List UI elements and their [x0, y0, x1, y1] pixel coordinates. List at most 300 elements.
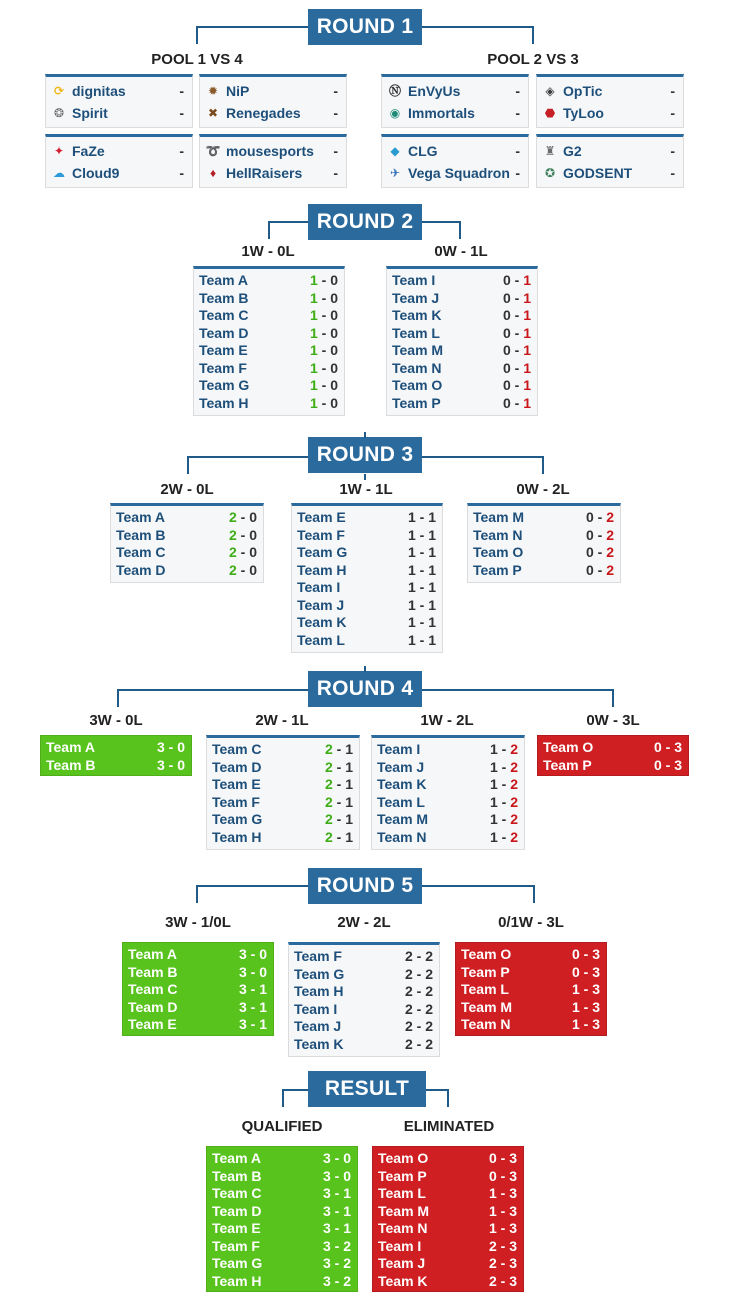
team-name: Team B	[128, 963, 178, 980]
match-score: -	[670, 165, 675, 181]
team-name: Team C	[116, 544, 166, 560]
standing-row	[194, 377, 344, 395]
losses-value: 1	[523, 359, 531, 376]
team-name: Team D	[212, 758, 262, 775]
match-team-row	[200, 80, 346, 102]
standing-row	[373, 1150, 523, 1168]
standing-row	[123, 946, 273, 964]
team-record: 0 - 3	[488, 1150, 517, 1166]
match-score: -	[179, 83, 184, 99]
round3-banner: ROUND 3	[308, 437, 422, 473]
group-label: 3W - 0L	[89, 712, 143, 729]
standing-row	[373, 1255, 523, 1273]
standing-row	[538, 757, 688, 775]
round1-bracket-drop-left	[196, 26, 198, 44]
team-name: Team I	[392, 272, 436, 288]
standing-row	[194, 342, 344, 360]
wins-value: 2	[488, 1272, 497, 1289]
wins-value: 3	[322, 1255, 331, 1271]
losses-value: 2	[425, 983, 433, 999]
team-name: Team J	[294, 1018, 342, 1034]
g2-logo-icon: ♜	[544, 144, 556, 158]
envyus-logo-icon: Ⓝ	[388, 84, 401, 98]
wins-value: 1	[571, 998, 580, 1015]
losses-value: 2	[510, 758, 518, 775]
wins-value: 3	[238, 998, 247, 1015]
team-name: Team O	[543, 739, 594, 755]
team-record: 1 - 3	[571, 1016, 600, 1032]
round3-bracket-line-left	[187, 456, 308, 458]
group-label: 0/1W - 3L	[498, 914, 564, 931]
losses-value: 3	[509, 1167, 517, 1184]
losses-value: 2	[510, 811, 518, 827]
team-name: Team P	[378, 1167, 427, 1184]
wins-value: 0	[488, 1167, 497, 1184]
wins-value: 0	[502, 289, 511, 306]
team-name: Team N	[473, 526, 523, 543]
losses-value: 3	[509, 1150, 517, 1166]
losses-value: 3	[509, 1255, 517, 1271]
wins-value: 3	[156, 756, 165, 773]
result-bracket-line-left	[282, 1089, 308, 1091]
result-box	[206, 1146, 358, 1292]
team-name: Team F	[297, 526, 345, 543]
round4-bracket-line-right	[422, 689, 614, 691]
match-team-row	[537, 140, 683, 162]
wins-value: 0	[502, 359, 511, 376]
match-team-row	[200, 140, 346, 162]
wins-value: 1	[309, 324, 318, 341]
team-name: Team I	[297, 579, 341, 595]
group-label: 1W - 2L	[420, 712, 474, 729]
standing-row	[468, 562, 620, 580]
standing-row	[289, 1001, 439, 1019]
team-record: 3 - 1	[238, 981, 267, 997]
team-record: 2 - 2	[404, 1000, 433, 1017]
team-record: 2 - 2	[404, 983, 433, 999]
losses-value: 0	[330, 377, 338, 393]
standing-row	[292, 509, 442, 527]
standing-row	[292, 597, 442, 615]
team-name: Team B	[212, 1167, 262, 1184]
team-record: 1 - 2	[489, 776, 518, 792]
result-bracket-drop-right	[447, 1089, 449, 1107]
round1-banner: ROUND 1	[308, 9, 422, 45]
round2-bracket-line-left	[268, 221, 308, 223]
team-name: Team F	[212, 793, 260, 810]
team-name: HellRaisers	[226, 165, 303, 181]
team-record: 1 - 1	[407, 614, 436, 630]
wins-value: 1	[407, 631, 416, 648]
team-name: Team F	[294, 948, 342, 964]
wins-value: 1	[407, 509, 416, 525]
wins-value: 3	[322, 1167, 331, 1184]
tyloo-logo-icon: ⬣	[544, 106, 556, 120]
team-name: Team A	[212, 1150, 262, 1166]
losses-value: 2	[343, 1237, 351, 1254]
team-record: 1 - 3	[571, 981, 600, 997]
wins-value: 2	[324, 758, 333, 775]
match-score: -	[333, 165, 338, 181]
team-record: 1 - 1	[407, 631, 436, 648]
wins-value: 2	[324, 811, 333, 827]
match-box	[536, 74, 684, 128]
team-name: Team C	[212, 741, 262, 757]
standing-row	[372, 794, 524, 812]
team-record: 0 - 1	[502, 272, 531, 288]
losses-value: 2	[510, 776, 518, 792]
round5-bracket-drop-left	[196, 885, 198, 903]
team-record: 0 - 1	[502, 324, 531, 341]
wins-value: 0	[653, 756, 662, 773]
losses-value: 3	[592, 946, 600, 962]
standing-row	[123, 981, 273, 999]
wins-value: 1	[407, 579, 416, 595]
round4-banner: ROUND 4	[308, 671, 422, 707]
wins-value: 1	[407, 526, 416, 543]
round2-bracket-drop-left	[268, 221, 270, 239]
team-record: 1 - 1	[407, 579, 436, 595]
losses-value: 3	[674, 739, 682, 755]
team-name: Spirit	[72, 105, 108, 121]
wins-value: 0	[502, 272, 511, 288]
team-name: Team D	[212, 1202, 262, 1219]
round2-bracket-line-right	[422, 221, 461, 223]
match-box	[199, 134, 347, 188]
match-team-row	[382, 80, 528, 102]
team-name: Team H	[297, 561, 347, 578]
wins-value: 1	[489, 741, 498, 757]
team-record: 0 - 2	[585, 544, 614, 560]
team-name: Team J	[377, 758, 425, 775]
nip-logo-icon: ✹	[207, 84, 219, 98]
standing-row	[292, 527, 442, 545]
team-record: 2 - 0	[228, 561, 257, 578]
losses-value: 1	[428, 544, 436, 560]
losses-value: 1	[523, 324, 531, 341]
team-name: Team G	[294, 965, 345, 982]
match-team-row	[46, 102, 192, 124]
standing-row	[194, 325, 344, 343]
team-name: Team L	[392, 324, 440, 341]
losses-value: 2	[606, 509, 614, 525]
standing-row	[207, 1150, 357, 1168]
team-record: 1 - 1	[407, 544, 436, 560]
team-record: 3 - 0	[156, 756, 185, 773]
wins-value: 2	[324, 741, 333, 757]
team-record: 2 - 1	[324, 776, 353, 792]
wins-value: 2	[228, 561, 237, 578]
team-name: Team O	[378, 1150, 429, 1166]
round2-bracket-drop-right	[459, 221, 461, 239]
team-record: 0 - 3	[571, 946, 600, 962]
standing-row	[468, 527, 620, 545]
standing-row	[207, 1273, 357, 1291]
team-record: 1 - 0	[309, 272, 338, 288]
team-name: Team D	[116, 561, 166, 578]
team-record: 3 - 0	[238, 946, 267, 962]
team-record: 2 - 1	[324, 758, 353, 775]
wins-value: 3	[322, 1220, 331, 1236]
match-team-row	[382, 102, 528, 124]
group-box	[40, 735, 192, 776]
standing-row	[373, 1220, 523, 1238]
team-name: Team E	[212, 776, 261, 792]
team-name: Team L	[377, 793, 425, 810]
team-record: 1 - 3	[488, 1220, 517, 1236]
match-team-row	[382, 140, 528, 162]
team-name: Team C	[212, 1185, 262, 1201]
standing-row	[456, 999, 606, 1017]
losses-value: 3	[592, 981, 600, 997]
hellraisers-logo-icon: ♦	[209, 166, 217, 180]
dignitas-logo-icon: ⟳	[53, 84, 65, 98]
team-record: 3 - 0	[238, 963, 267, 980]
team-name: Cloud9	[72, 165, 120, 181]
team-record: 2 - 0	[228, 509, 257, 525]
team-record: 3 - 1	[238, 1016, 267, 1032]
wins-value: 1	[571, 1016, 580, 1032]
match-score: -	[670, 83, 675, 99]
renegades-logo-icon: ✖	[207, 106, 219, 120]
losses-value: 3	[509, 1237, 517, 1254]
losses-value: 1	[345, 776, 353, 792]
group-box	[291, 503, 443, 653]
standing-row	[387, 272, 537, 290]
team-name: Team N	[461, 1016, 511, 1032]
losses-value: 2	[606, 526, 614, 543]
group-box	[110, 503, 264, 583]
match-score: -	[515, 105, 520, 121]
standing-row	[207, 1203, 357, 1221]
standing-row	[387, 342, 537, 360]
team-record: 1 - 0	[309, 289, 338, 306]
losses-value: 1	[523, 289, 531, 306]
losses-value: 0	[343, 1167, 351, 1184]
wins-value: 2	[488, 1255, 497, 1271]
losses-value: 1	[523, 394, 531, 411]
group-box	[206, 735, 360, 850]
standing-row	[194, 307, 344, 325]
standing-row	[111, 509, 263, 527]
group-label: 3W - 1/0L	[165, 914, 231, 931]
wins-value: 1	[309, 342, 318, 358]
losses-value: 0	[330, 289, 338, 306]
team-record: 0 - 2	[585, 526, 614, 543]
match-team-row	[46, 162, 192, 184]
team-name: G2	[563, 143, 582, 159]
team-record: 2 - 3	[488, 1237, 517, 1254]
standing-row	[207, 811, 359, 829]
group-box	[371, 735, 525, 850]
team-name: NiP	[226, 83, 250, 99]
standing-row	[289, 966, 439, 984]
team-record: 3 - 1	[322, 1220, 351, 1236]
losses-value: 1	[343, 1185, 351, 1201]
losses-value: 3	[509, 1185, 517, 1201]
team-record: 2 - 1	[324, 811, 353, 827]
match-score: -	[515, 165, 520, 181]
wins-value: 2	[228, 526, 237, 543]
losses-value: 2	[425, 1035, 433, 1052]
match-score: -	[670, 143, 675, 159]
team-name: Team J	[378, 1255, 426, 1271]
team-record: 3 - 1	[322, 1202, 351, 1219]
losses-value: 0	[330, 342, 338, 358]
wins-value: 3	[238, 946, 247, 962]
result-label: ELIMINATED	[403, 1118, 495, 1135]
round4-bracket-line-left	[117, 689, 308, 691]
wins-value: 0	[502, 307, 511, 323]
standing-row	[207, 759, 359, 777]
team-record: 1 - 0	[309, 342, 338, 358]
team-name: EnVyUs	[408, 83, 461, 99]
match-box	[381, 74, 529, 128]
wins-value: 3	[322, 1150, 331, 1166]
team-name: Team J	[297, 596, 345, 613]
team-record: 2 - 2	[404, 965, 433, 982]
team-record: 1 - 2	[489, 741, 518, 757]
group-box	[467, 503, 621, 583]
team-record: 2 - 1	[324, 793, 353, 810]
standing-row	[468, 544, 620, 562]
team-name: GODSENT	[563, 165, 633, 181]
team-record: 3 - 2	[322, 1255, 351, 1271]
team-record: 0 - 3	[653, 739, 682, 755]
wins-value: 1	[489, 811, 498, 827]
standing-row	[387, 307, 537, 325]
wins-value: 2	[488, 1237, 497, 1254]
losses-value: 1	[428, 526, 436, 543]
team-name: Team N	[392, 359, 442, 376]
wins-value: 3	[238, 981, 247, 997]
team-record: 2 - 1	[324, 828, 353, 845]
team-name: Team J	[392, 289, 440, 306]
standing-row	[207, 776, 359, 794]
group-box	[193, 266, 345, 416]
standing-row	[292, 614, 442, 632]
team-record: 2 - 3	[488, 1255, 517, 1271]
team-record: 1 - 2	[489, 811, 518, 827]
group-box	[386, 266, 538, 416]
losses-value: 3	[509, 1202, 517, 1219]
group-label: 1W - 0L	[241, 243, 295, 260]
standing-row	[207, 1168, 357, 1186]
group-box	[122, 942, 274, 1036]
wins-value: 2	[228, 544, 237, 560]
team-name: Team E	[297, 509, 346, 525]
standing-row	[372, 741, 524, 759]
group-box	[537, 735, 689, 776]
standing-row	[373, 1185, 523, 1203]
team-name: Team K	[378, 1272, 428, 1289]
losses-value: 1	[428, 631, 436, 648]
standing-row	[538, 739, 688, 757]
wins-value: 3	[156, 739, 165, 755]
losses-value: 1	[523, 307, 531, 323]
losses-value: 1	[523, 342, 531, 358]
losses-value: 2	[343, 1255, 351, 1271]
wins-value: 3	[322, 1202, 331, 1219]
standing-row	[207, 741, 359, 759]
wins-value: 1	[489, 776, 498, 792]
match-box	[381, 134, 529, 188]
wins-value: 1	[407, 561, 416, 578]
team-name: Team E	[128, 1016, 177, 1032]
losses-value: 0	[177, 739, 185, 755]
round1-bracket-drop-right	[532, 26, 534, 44]
team-name: Team H	[212, 1272, 262, 1289]
wins-value: 1	[309, 377, 318, 393]
team-record: 1 - 0	[309, 394, 338, 411]
match-team-row	[200, 102, 346, 124]
team-record: 1 - 0	[309, 324, 338, 341]
standing-row	[289, 1018, 439, 1036]
wins-value: 0	[571, 963, 580, 980]
standing-row	[468, 509, 620, 527]
team-record: 3 - 2	[322, 1272, 351, 1289]
round4-stem-top	[364, 666, 366, 672]
match-team-row	[537, 162, 683, 184]
standing-row	[373, 1168, 523, 1186]
losses-value: 2	[606, 561, 614, 578]
match-score: -	[515, 83, 520, 99]
match-team-row	[46, 140, 192, 162]
team-record: 2 - 2	[404, 1018, 433, 1034]
group-box	[288, 942, 440, 1057]
wins-value: 1	[488, 1220, 497, 1236]
losses-value: 3	[674, 756, 682, 773]
wins-value: 3	[322, 1237, 331, 1254]
wins-value: 3	[238, 963, 247, 980]
team-name: Team G	[212, 811, 263, 827]
team-name: Team K	[294, 1035, 344, 1052]
team-record: 2 - 3	[488, 1272, 517, 1289]
team-record: 1 - 0	[309, 307, 338, 323]
team-name: Team F	[199, 359, 247, 376]
group-label: 2W - 0L	[160, 481, 214, 498]
losses-value: 0	[249, 544, 257, 560]
mousesports-logo-icon: ➰	[205, 144, 221, 158]
losses-value: 2	[510, 741, 518, 757]
standing-row	[387, 360, 537, 378]
round3-stem-top	[364, 432, 366, 438]
standing-row	[292, 579, 442, 597]
round4-bracket-drop-left	[117, 689, 119, 707]
wins-value: 2	[404, 983, 413, 999]
team-name: Team D	[199, 324, 249, 341]
team-record: 3 - 0	[322, 1150, 351, 1166]
team-name: Team I	[378, 1237, 422, 1254]
team-record: 2 - 2	[404, 1035, 433, 1052]
team-record: 3 - 1	[238, 998, 267, 1015]
match-box	[199, 74, 347, 128]
team-name: Team M	[378, 1202, 430, 1219]
standing-row	[456, 981, 606, 999]
standing-row	[292, 632, 442, 650]
standing-row	[292, 562, 442, 580]
round5-bracket-line-left	[196, 885, 308, 887]
wins-value: 1	[489, 758, 498, 775]
standing-row	[207, 829, 359, 847]
losses-value: 2	[425, 1000, 433, 1017]
standing-row	[456, 1016, 606, 1034]
match-box	[536, 134, 684, 188]
team-record: 0 - 1	[502, 307, 531, 323]
standing-row	[387, 395, 537, 413]
team-record: 0 - 2	[585, 509, 614, 525]
losses-value: 2	[425, 965, 433, 982]
